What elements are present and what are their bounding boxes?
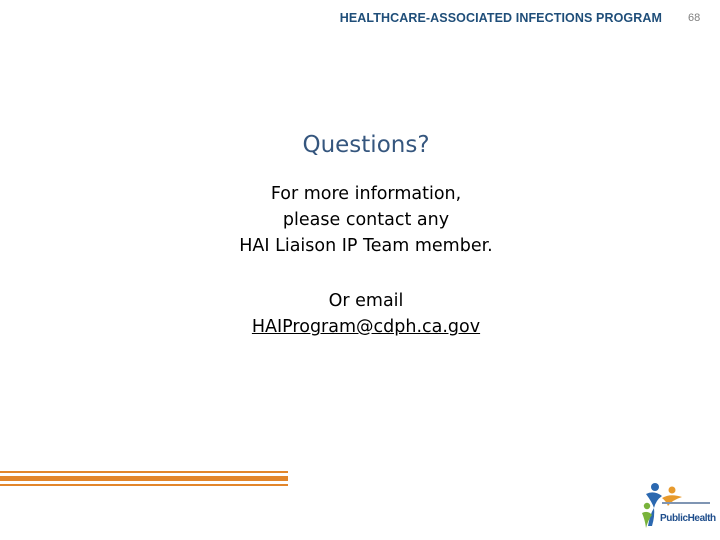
email-link[interactable]: HAIProgram@cdph.ca.gov [251, 317, 481, 337]
page-number: 68 [688, 12, 701, 24]
questions-heading: Questions? [302, 132, 430, 158]
footer-line-top [0, 471, 288, 473]
email-prefix: Or email [328, 291, 404, 311]
footer-accent-lines [0, 471, 288, 487]
logo-text: PublicHealth [660, 513, 716, 524]
figures-logo-icon [640, 480, 716, 532]
info-line-3: HAI Liaison IP Team member. [239, 236, 493, 256]
footer-line-middle [0, 476, 288, 481]
info-line-2: please contact any [282, 210, 450, 230]
footer-line-bottom [0, 484, 288, 486]
logo-tagline-bar [662, 502, 710, 504]
spacer [190, 259, 542, 288]
public-health-logo [640, 480, 716, 532]
info-line-1: For more information, [270, 184, 462, 204]
header-title: HEALTHCARE-ASSOCIATED INFECTIONS PROGRAM [339, 11, 662, 25]
questions-panel [190, 128, 542, 340]
